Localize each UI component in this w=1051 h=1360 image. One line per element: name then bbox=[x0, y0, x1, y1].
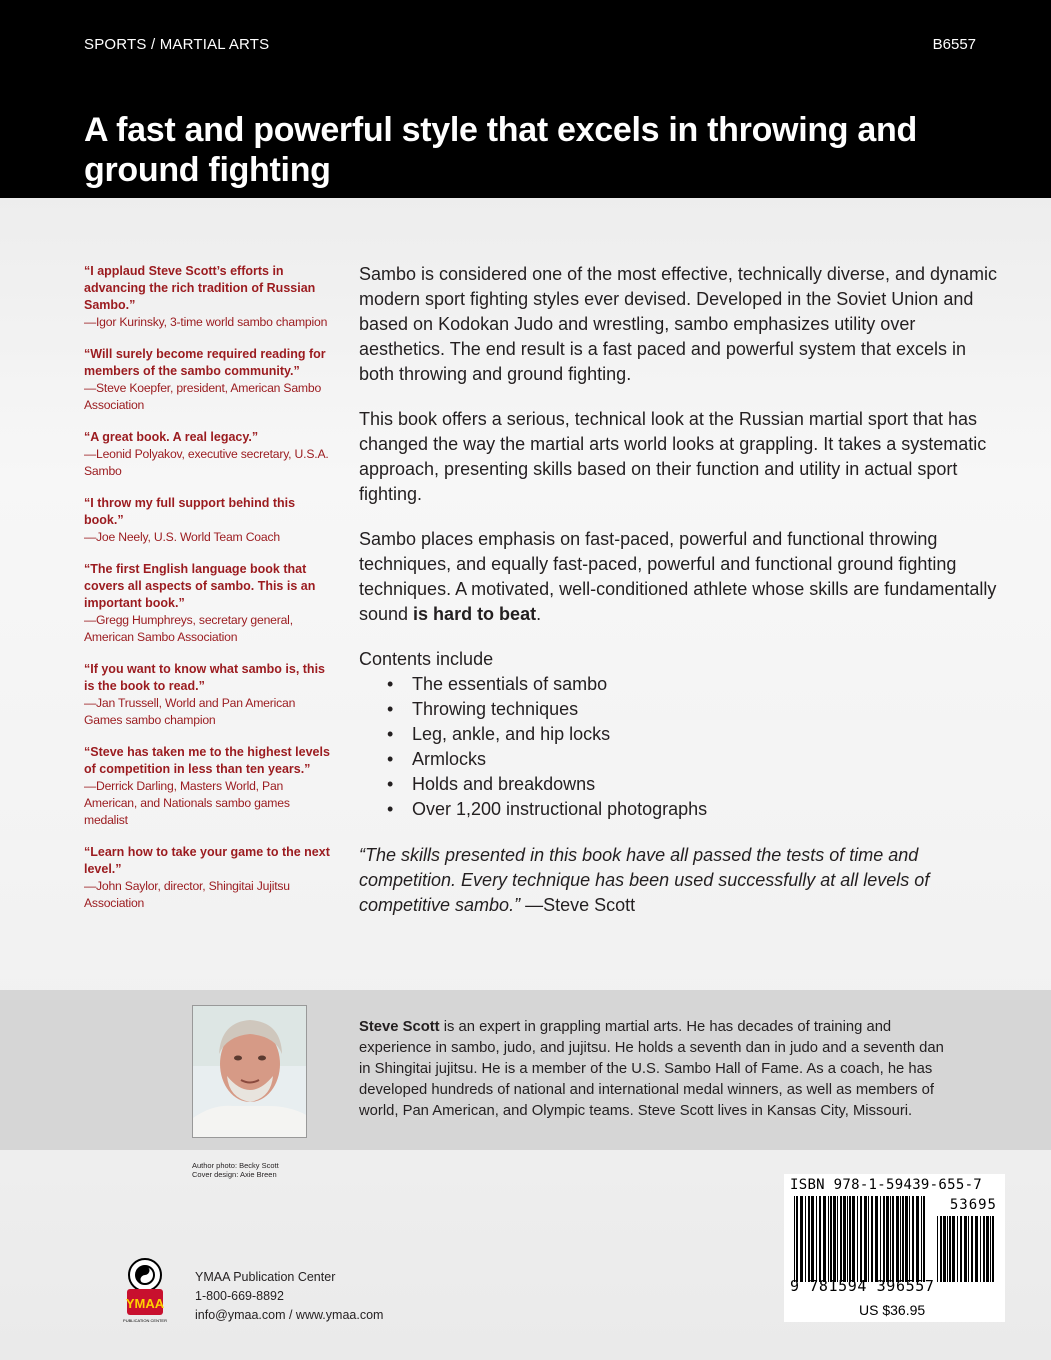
barcode-bar bbox=[837, 1196, 838, 1282]
barcode-bar bbox=[983, 1216, 985, 1282]
barcode-bar bbox=[811, 1196, 814, 1282]
list-item: • Over 1,200 instructional photographs bbox=[387, 797, 999, 822]
description bbox=[359, 262, 999, 938]
barcode-bar bbox=[857, 1196, 858, 1282]
endorsements bbox=[84, 263, 334, 927]
barcode-number: 9 781594 396557 bbox=[790, 1277, 935, 1295]
endorsement-quote: “Will surely become required reading for members of the sambo community.” bbox=[84, 347, 326, 378]
endorsement bbox=[84, 346, 334, 414]
pull-quote bbox=[359, 843, 999, 918]
barcode-bar bbox=[796, 1196, 798, 1282]
list-item: • Leg, ankle, and hip locks bbox=[387, 722, 999, 747]
price: US $36.95 bbox=[859, 1302, 926, 1318]
endorsement bbox=[84, 661, 334, 729]
barcode-bar bbox=[808, 1196, 810, 1282]
barcode-bar bbox=[975, 1216, 978, 1282]
list-item: • The essentials of sambo bbox=[387, 672, 999, 697]
barcode-bar bbox=[896, 1196, 899, 1282]
barcode-bar bbox=[949, 1216, 951, 1282]
description-paragraph: Sambo is considered one of the most effective, technically diverse, and dynamic modern sport fighting styles ever devised. Developed in the Soviet Union and based on Kodokan Judo and wrestling, sambo emphasizes utility over aesthetics. The end result is a fast paced and powerful system that excels in both throwing and ground fighting. bbox=[359, 264, 998, 384]
list-item: • Armlocks bbox=[387, 747, 999, 772]
barcode-bar bbox=[833, 1196, 836, 1282]
pull-quote-attribution: —Steve Scott bbox=[520, 895, 636, 915]
endorsement-source: —John Saylor, director, Shingitai Jujitsu Association bbox=[84, 879, 290, 910]
barcode-bar bbox=[828, 1196, 829, 1282]
endorsement-quote: “If you want to know what sambo is, this is the book to read.” bbox=[84, 662, 325, 693]
barcode-bar bbox=[916, 1196, 919, 1282]
barcode-bar bbox=[947, 1216, 948, 1282]
barcode-bar bbox=[847, 1196, 848, 1282]
barcode-bar bbox=[800, 1196, 803, 1282]
barcode-bar bbox=[905, 1196, 908, 1282]
barcode-bar bbox=[909, 1196, 910, 1282]
headline: A fast and powerful style that excels in throwing and ground fighting bbox=[84, 111, 917, 189]
barcode-bar bbox=[843, 1196, 846, 1282]
design-credit: Cover design: Axie Breen bbox=[192, 1170, 277, 1179]
barcode-bar bbox=[912, 1196, 914, 1282]
endorsement-source: —Derrick Darling, Masters World, Pan American, and Nationals sambo games medalist bbox=[84, 779, 290, 827]
barcode-bar bbox=[852, 1196, 855, 1282]
publisher-phone: 1-800-669-8892 bbox=[195, 1289, 284, 1303]
endorsement-source: —Jan Trussell, World and Pan American Games sambo champion bbox=[84, 696, 296, 727]
category-label: SPORTS / MARTIAL ARTS bbox=[84, 36, 270, 53]
barcode-bar bbox=[960, 1216, 962, 1282]
header-band bbox=[0, 0, 1051, 198]
barcode-bar bbox=[957, 1216, 958, 1282]
list-item: • Throwing techniques bbox=[387, 697, 999, 722]
barcode-bar bbox=[921, 1196, 922, 1282]
ymaa-logo-icon bbox=[121, 1255, 179, 1327]
barcode-bar bbox=[940, 1216, 942, 1282]
barcode-bar bbox=[980, 1216, 981, 1282]
paragraph-end: . bbox=[536, 604, 542, 624]
barcode-bar bbox=[805, 1196, 806, 1282]
endorsement-source: —Steve Koepfer, president, American Sambo Association bbox=[84, 381, 322, 412]
endorsement bbox=[84, 263, 334, 331]
publisher-info bbox=[195, 1268, 383, 1325]
barcode-bar bbox=[816, 1196, 817, 1282]
barcode-bar bbox=[830, 1196, 832, 1282]
barcode-bar bbox=[992, 1216, 994, 1282]
endorsement bbox=[84, 561, 334, 646]
barcode-bar bbox=[890, 1196, 891, 1282]
author-photo bbox=[192, 1005, 307, 1138]
endorsement-source: —Gregg Humphreys, secretary general, American Sambo Association bbox=[84, 613, 293, 644]
barcode-bar bbox=[883, 1196, 885, 1282]
endorsement bbox=[84, 495, 334, 546]
publisher-contact: info@ymaa.com / www.ymaa.com bbox=[195, 1308, 384, 1322]
product-code: B6557 bbox=[932, 36, 976, 53]
barcode-bar bbox=[868, 1196, 869, 1282]
barcode-bar bbox=[943, 1216, 946, 1282]
barcode-bar bbox=[864, 1196, 867, 1282]
barcode-bar bbox=[971, 1216, 973, 1282]
author-bio bbox=[359, 1017, 959, 1122]
endorsement-quote: “A great book. A real legacy.” bbox=[84, 430, 259, 444]
barcode-bar bbox=[923, 1196, 925, 1282]
barcode-bar bbox=[860, 1196, 862, 1282]
endorsement-quote: “I throw my full support behind this book.” bbox=[84, 496, 296, 527]
barcode-bar bbox=[840, 1196, 842, 1282]
barcode-bar bbox=[900, 1196, 901, 1282]
endorsement bbox=[84, 744, 334, 829]
barcode bbox=[784, 1174, 1005, 1322]
endorsement-source: —Joe Neely, U.S. World Team Coach bbox=[84, 530, 280, 544]
pull-quote-text: “The skills presented in this book have all passed the tests of time and competition. Every technique has been used successfully at all levels of competitive sambo.” bbox=[359, 845, 930, 915]
barcode-bar bbox=[892, 1196, 894, 1282]
photo-credit: Author photo: Becky Scott bbox=[192, 1161, 279, 1170]
emphasis-text: is hard to beat bbox=[413, 604, 537, 624]
barcode-addon-number: 53695 bbox=[949, 1197, 997, 1213]
barcode-bar bbox=[871, 1196, 873, 1282]
barcode-bar bbox=[794, 1196, 795, 1282]
barcode-bar bbox=[968, 1216, 969, 1282]
barcode-bar bbox=[902, 1196, 904, 1282]
author-name: Steve Scott bbox=[359, 1019, 440, 1035]
endorsement-quote: “Steve has taken me to the highest levels of competition in less than ten years.” bbox=[84, 745, 330, 776]
logo-subtext: PUBLICATION CENTER bbox=[123, 1318, 167, 1323]
endorsement-quote: “I applaud Steve Scott’s efforts in advancing the rich tradition of Russian Sambo.” bbox=[84, 264, 316, 312]
barcode-bar bbox=[886, 1196, 889, 1282]
isbn-label: ISBN 978-1-59439-655-7 bbox=[790, 1177, 983, 1193]
endorsement-source: —Leonid Polyakov, executive secretary, U.S.A. Sambo bbox=[84, 447, 329, 478]
barcode-bar bbox=[952, 1216, 955, 1282]
list-item: • Holds and breakdowns bbox=[387, 772, 999, 797]
endorsement-quote: “Learn how to take your game to the next level.” bbox=[84, 845, 330, 876]
endorsement-source: —Igor Kurinsky, 3-time world sambo champion bbox=[84, 315, 328, 329]
description-paragraph bbox=[359, 527, 999, 627]
barcode-bar bbox=[849, 1196, 851, 1282]
barcode-bar bbox=[823, 1196, 826, 1282]
endorsement-quote: “The first English language book that covers all aspects of sambo. This is an important book.” bbox=[84, 562, 316, 610]
barcode-bar bbox=[937, 1216, 938, 1282]
barcode-bars-icon bbox=[784, 1174, 1005, 1322]
publisher-name: YMAA Publication Center bbox=[195, 1270, 336, 1284]
paragraph-text: Sambo places emphasis on fast-paced, powerful and functional throwing techniques, and equally fast-paced, powerful and functional ground fighting techniques. A motivated, well-conditioned athlete whose skills are fundamentally sound bbox=[359, 529, 997, 624]
credits bbox=[192, 1161, 279, 1179]
barcode-bar bbox=[875, 1196, 878, 1282]
endorsement bbox=[84, 844, 334, 912]
barcode-bar bbox=[986, 1216, 989, 1282]
barcode-bar bbox=[880, 1196, 881, 1282]
contents-heading: Contents include bbox=[359, 649, 494, 669]
author-bio-text: is an expert in grappling martial arts. He has decades of training and experience in sambo, judo, and jujitsu. He holds a seventh dan in judo and a seventh dan in Shingitai jujitsu. He is a member of the U.S. Sambo Hall of Fame. As a coach, he has developed hundreds of national and international medal winners, as well as members of world, Pan American, and Olympic teams. Steve Scott lives in Kansas City, Missouri. bbox=[359, 1019, 944, 1119]
author-portrait-icon bbox=[193, 1006, 307, 1138]
contents-list bbox=[387, 672, 999, 822]
description-paragraph: This book offers a serious, technical look at the Russian martial sport that has changed the way the martial arts world looks at grappling. It takes a systematic approach, presenting skills based on their function and utility in actual sport fighting. bbox=[359, 409, 987, 504]
barcode-bar bbox=[990, 1216, 991, 1282]
logo-text: YMAA bbox=[125, 1296, 165, 1311]
barcode-bar bbox=[964, 1216, 967, 1282]
endorsement bbox=[84, 429, 334, 480]
barcode-bar bbox=[819, 1196, 821, 1282]
